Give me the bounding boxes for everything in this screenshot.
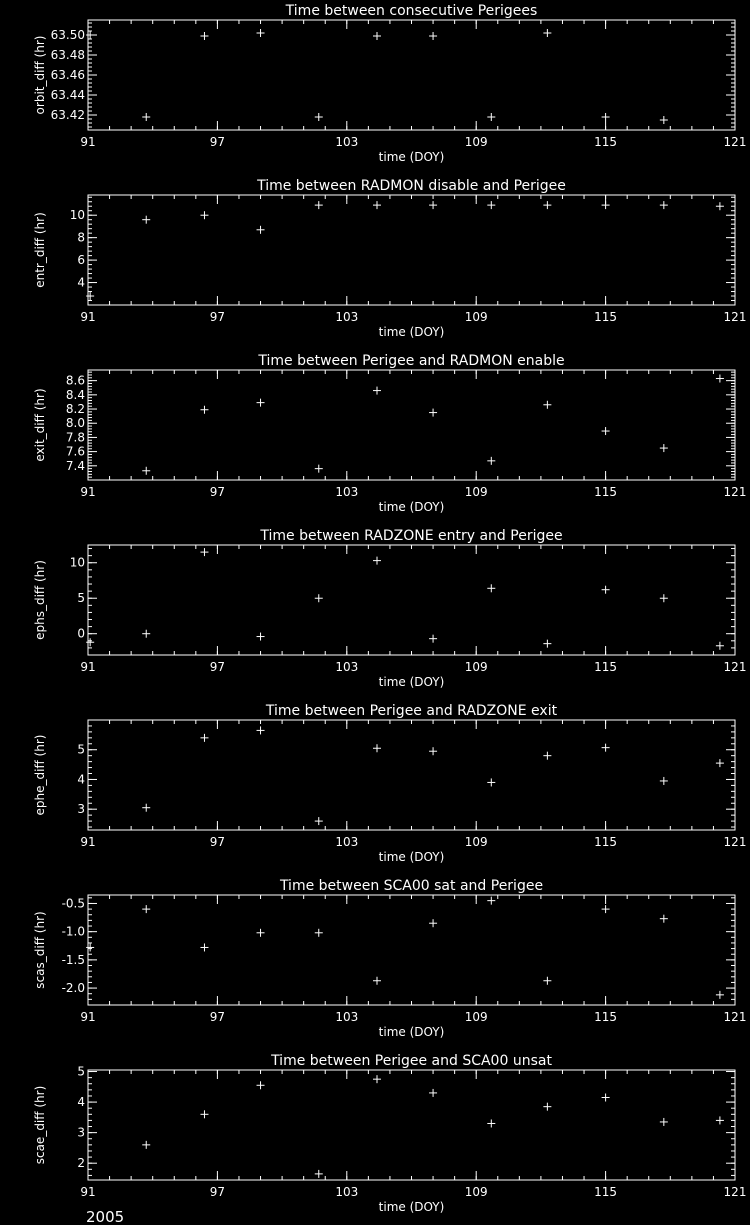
data-point (660, 594, 668, 602)
data-point (142, 804, 150, 812)
plot-frame (88, 20, 735, 130)
chart-panel-7 (33, 1053, 746, 1214)
chart-panel-4 (33, 528, 746, 689)
y-tick-label: 8.0 (65, 416, 85, 431)
data-point (315, 113, 323, 121)
data-point (86, 638, 94, 646)
y-tick-label: 7.8 (65, 430, 85, 445)
y-tick-label: 4 (77, 1095, 85, 1110)
y-tick-label: 63.46 (50, 68, 85, 82)
x-tick-label: 109 (464, 660, 488, 674)
x-axis-label: time (DOY) (378, 1200, 445, 1214)
data-point (257, 226, 265, 234)
data-point (142, 905, 150, 913)
data-point (373, 201, 381, 209)
x-tick-label: 97 (209, 135, 226, 149)
data-point (429, 201, 437, 209)
data-point (373, 32, 381, 40)
y-tick-label: 2 (77, 1156, 85, 1171)
x-tick-label: 103 (335, 1185, 359, 1199)
data-point (142, 630, 150, 638)
plot-frame (88, 895, 735, 1005)
x-tick-label: 91 (80, 485, 96, 499)
x-tick-label: 115 (594, 310, 618, 324)
y-tick-label: 63.48 (50, 48, 85, 62)
plot-frame (88, 1070, 735, 1180)
x-tick-label: 121 (723, 1010, 747, 1024)
y-axis-label: scae_diff (hr) (33, 1085, 47, 1165)
data-point (660, 444, 668, 452)
chart-title: Time between RADMON disable and Perigee (257, 178, 566, 194)
x-tick-label: 109 (464, 835, 488, 849)
data-point (315, 929, 323, 937)
data-point (373, 744, 381, 752)
data-point (200, 211, 208, 219)
x-tick-label: 121 (723, 1185, 747, 1199)
data-point (543, 29, 551, 37)
x-axis-label: time (DOY) (378, 325, 445, 339)
chart-panel-1 (33, 3, 746, 164)
x-tick-label: 115 (594, 660, 618, 674)
data-point (429, 747, 437, 755)
data-point (86, 292, 94, 300)
data-point (373, 387, 381, 395)
chart-title: Time between RADZONE entry and Perigee (260, 528, 563, 544)
data-point (429, 919, 437, 927)
y-axis-label: orbit_diff (hr) (33, 35, 47, 115)
x-tick-label: 103 (335, 835, 359, 849)
data-point (716, 759, 724, 767)
plot-frame (88, 195, 735, 305)
y-tick-label: 63.42 (50, 108, 85, 122)
x-tick-label: 103 (335, 310, 359, 324)
x-tick-label: 115 (594, 835, 618, 849)
data-point (429, 1089, 437, 1097)
x-tick-label: 121 (723, 135, 747, 149)
y-tick-label: 5 (77, 742, 85, 757)
x-tick-label: 109 (464, 1010, 488, 1024)
data-point (660, 777, 668, 785)
y-tick-label: 7.4 (65, 458, 85, 473)
data-point (86, 943, 94, 951)
x-tick-label: 103 (335, 1010, 359, 1024)
data-point (716, 375, 724, 383)
data-point (373, 557, 381, 565)
x-tick-label: 97 (209, 660, 226, 674)
data-point (543, 201, 551, 209)
x-tick-label: 121 (723, 660, 747, 674)
y-tick-label: -2.0 (61, 981, 85, 996)
data-point (660, 915, 668, 923)
y-tick-label: 5 (77, 1064, 85, 1079)
data-point (315, 594, 323, 602)
data-point (543, 977, 551, 985)
data-point (716, 991, 724, 999)
x-tick-label: 115 (594, 135, 618, 149)
x-tick-label: 97 (209, 1010, 226, 1024)
x-axis-label: time (DOY) (378, 1025, 445, 1039)
x-axis-label: time (DOY) (378, 500, 445, 514)
x-tick-label: 109 (464, 135, 488, 149)
data-point (543, 1103, 551, 1111)
data-point (257, 29, 265, 37)
data-point (257, 726, 265, 734)
y-tick-label: 4 (77, 772, 85, 787)
data-point (142, 113, 150, 121)
data-point (200, 943, 208, 951)
data-point (315, 817, 323, 825)
chart-title: Time between consecutive Perigees (285, 3, 538, 19)
x-tick-label: 103 (335, 485, 359, 499)
data-point (200, 1110, 208, 1118)
x-tick-label: 91 (80, 135, 96, 149)
x-tick-label: 103 (335, 135, 359, 149)
data-point (257, 1081, 265, 1089)
y-tick-label: 0 (77, 626, 85, 641)
data-point (86, 31, 94, 39)
data-point (373, 977, 381, 985)
y-tick-label: -1.0 (61, 924, 85, 939)
x-tick-label: 109 (464, 485, 488, 499)
data-point (487, 113, 495, 121)
y-axis-label: ephs_diff (hr) (33, 560, 47, 640)
data-point (487, 584, 495, 592)
y-axis-label: exit_diff (hr) (33, 388, 47, 462)
x-tick-label: 115 (594, 485, 618, 499)
chart-title: Time between SCA00 sat and Perigee (279, 878, 544, 894)
data-point (429, 409, 437, 417)
x-tick-label: 91 (80, 835, 96, 849)
y-tick-label: 8.4 (65, 387, 85, 402)
data-point (602, 586, 610, 594)
data-point (429, 635, 437, 643)
chart-title: Time between Perigee and RADZONE exit (265, 703, 558, 719)
data-point (660, 1118, 668, 1126)
x-tick-label: 91 (80, 1185, 96, 1199)
y-tick-label: -1.5 (61, 952, 85, 967)
y-axis-label: entr_diff (hr) (33, 212, 47, 288)
data-point (257, 399, 265, 407)
y-axis-label: scas_diff (hr) (33, 911, 47, 989)
chart-panel-3 (33, 353, 746, 514)
data-point (487, 201, 495, 209)
y-tick-label: 63.44 (50, 88, 85, 102)
data-point (602, 113, 610, 121)
x-tick-label: 97 (209, 310, 226, 324)
data-point (487, 778, 495, 786)
data-point (315, 465, 323, 473)
data-point (200, 32, 208, 40)
x-tick-label: 115 (594, 1010, 618, 1024)
y-tick-label: 6 (77, 253, 85, 268)
x-tick-label: 91 (80, 660, 96, 674)
y-tick-label: 8.2 (65, 402, 85, 417)
data-point (142, 216, 150, 224)
plot-frame (88, 370, 735, 480)
chart-title: Time between Perigee and SCA00 unsat (271, 1053, 552, 1069)
data-point (543, 401, 551, 409)
data-point (487, 457, 495, 465)
data-point (602, 905, 610, 913)
data-point (200, 734, 208, 742)
data-point (257, 633, 265, 641)
data-point (602, 427, 610, 435)
x-tick-label: 109 (464, 310, 488, 324)
chart-panel-5 (33, 703, 746, 864)
x-tick-label: 109 (464, 1185, 488, 1199)
data-point (200, 548, 208, 556)
data-point (142, 467, 150, 475)
x-axis-label: time (DOY) (378, 850, 445, 864)
y-tick-label: 3 (77, 1125, 85, 1140)
y-tick-label: 8.6 (65, 373, 85, 388)
x-tick-label: 121 (723, 310, 747, 324)
data-point (602, 1094, 610, 1102)
chart-panel-2 (33, 178, 746, 339)
data-point (716, 642, 724, 650)
data-point (142, 1141, 150, 1149)
y-tick-label: 10 (69, 555, 85, 570)
data-point (602, 744, 610, 752)
x-tick-label: 97 (209, 485, 226, 499)
data-point (602, 201, 610, 209)
data-point (200, 406, 208, 414)
y-tick-label: 10 (69, 208, 85, 223)
y-tick-label: 3 (77, 802, 85, 817)
y-tick-label: 5 (77, 591, 85, 606)
x-tick-label: 103 (335, 660, 359, 674)
data-point (660, 116, 668, 124)
data-point (373, 1075, 381, 1083)
x-tick-label: 97 (209, 835, 226, 849)
y-tick-label: -0.5 (61, 896, 85, 911)
data-point (315, 201, 323, 209)
plot-frame (88, 545, 735, 655)
data-point (429, 32, 437, 40)
footer-year: 2005 (86, 1208, 125, 1225)
data-point (543, 752, 551, 760)
y-tick-label: 8 (77, 230, 85, 245)
chart-title: Time between Perigee and RADMON enable (258, 353, 565, 369)
y-tick-label: 7.6 (65, 444, 85, 459)
x-axis-label: time (DOY) (378, 150, 445, 164)
data-point (716, 1116, 724, 1124)
x-axis-label: time (DOY) (378, 675, 445, 689)
plot-frame (88, 720, 735, 830)
data-point (257, 929, 265, 937)
x-tick-label: 91 (80, 1010, 96, 1024)
y-axis-label: ephe_diff (hr) (33, 734, 47, 816)
data-point (660, 201, 668, 209)
y-tick-label: 63.50 (50, 28, 85, 42)
data-point (543, 640, 551, 648)
x-tick-label: 91 (80, 310, 96, 324)
y-tick-label: 4 (77, 275, 85, 290)
data-point (487, 1119, 495, 1127)
x-tick-label: 115 (594, 1185, 618, 1199)
x-tick-label: 121 (723, 485, 747, 499)
chart-panel-6 (33, 878, 746, 1039)
x-tick-label: 97 (209, 1185, 226, 1199)
data-point (716, 202, 724, 210)
x-tick-label: 121 (723, 835, 747, 849)
data-point (487, 897, 495, 905)
data-point (315, 1170, 323, 1178)
